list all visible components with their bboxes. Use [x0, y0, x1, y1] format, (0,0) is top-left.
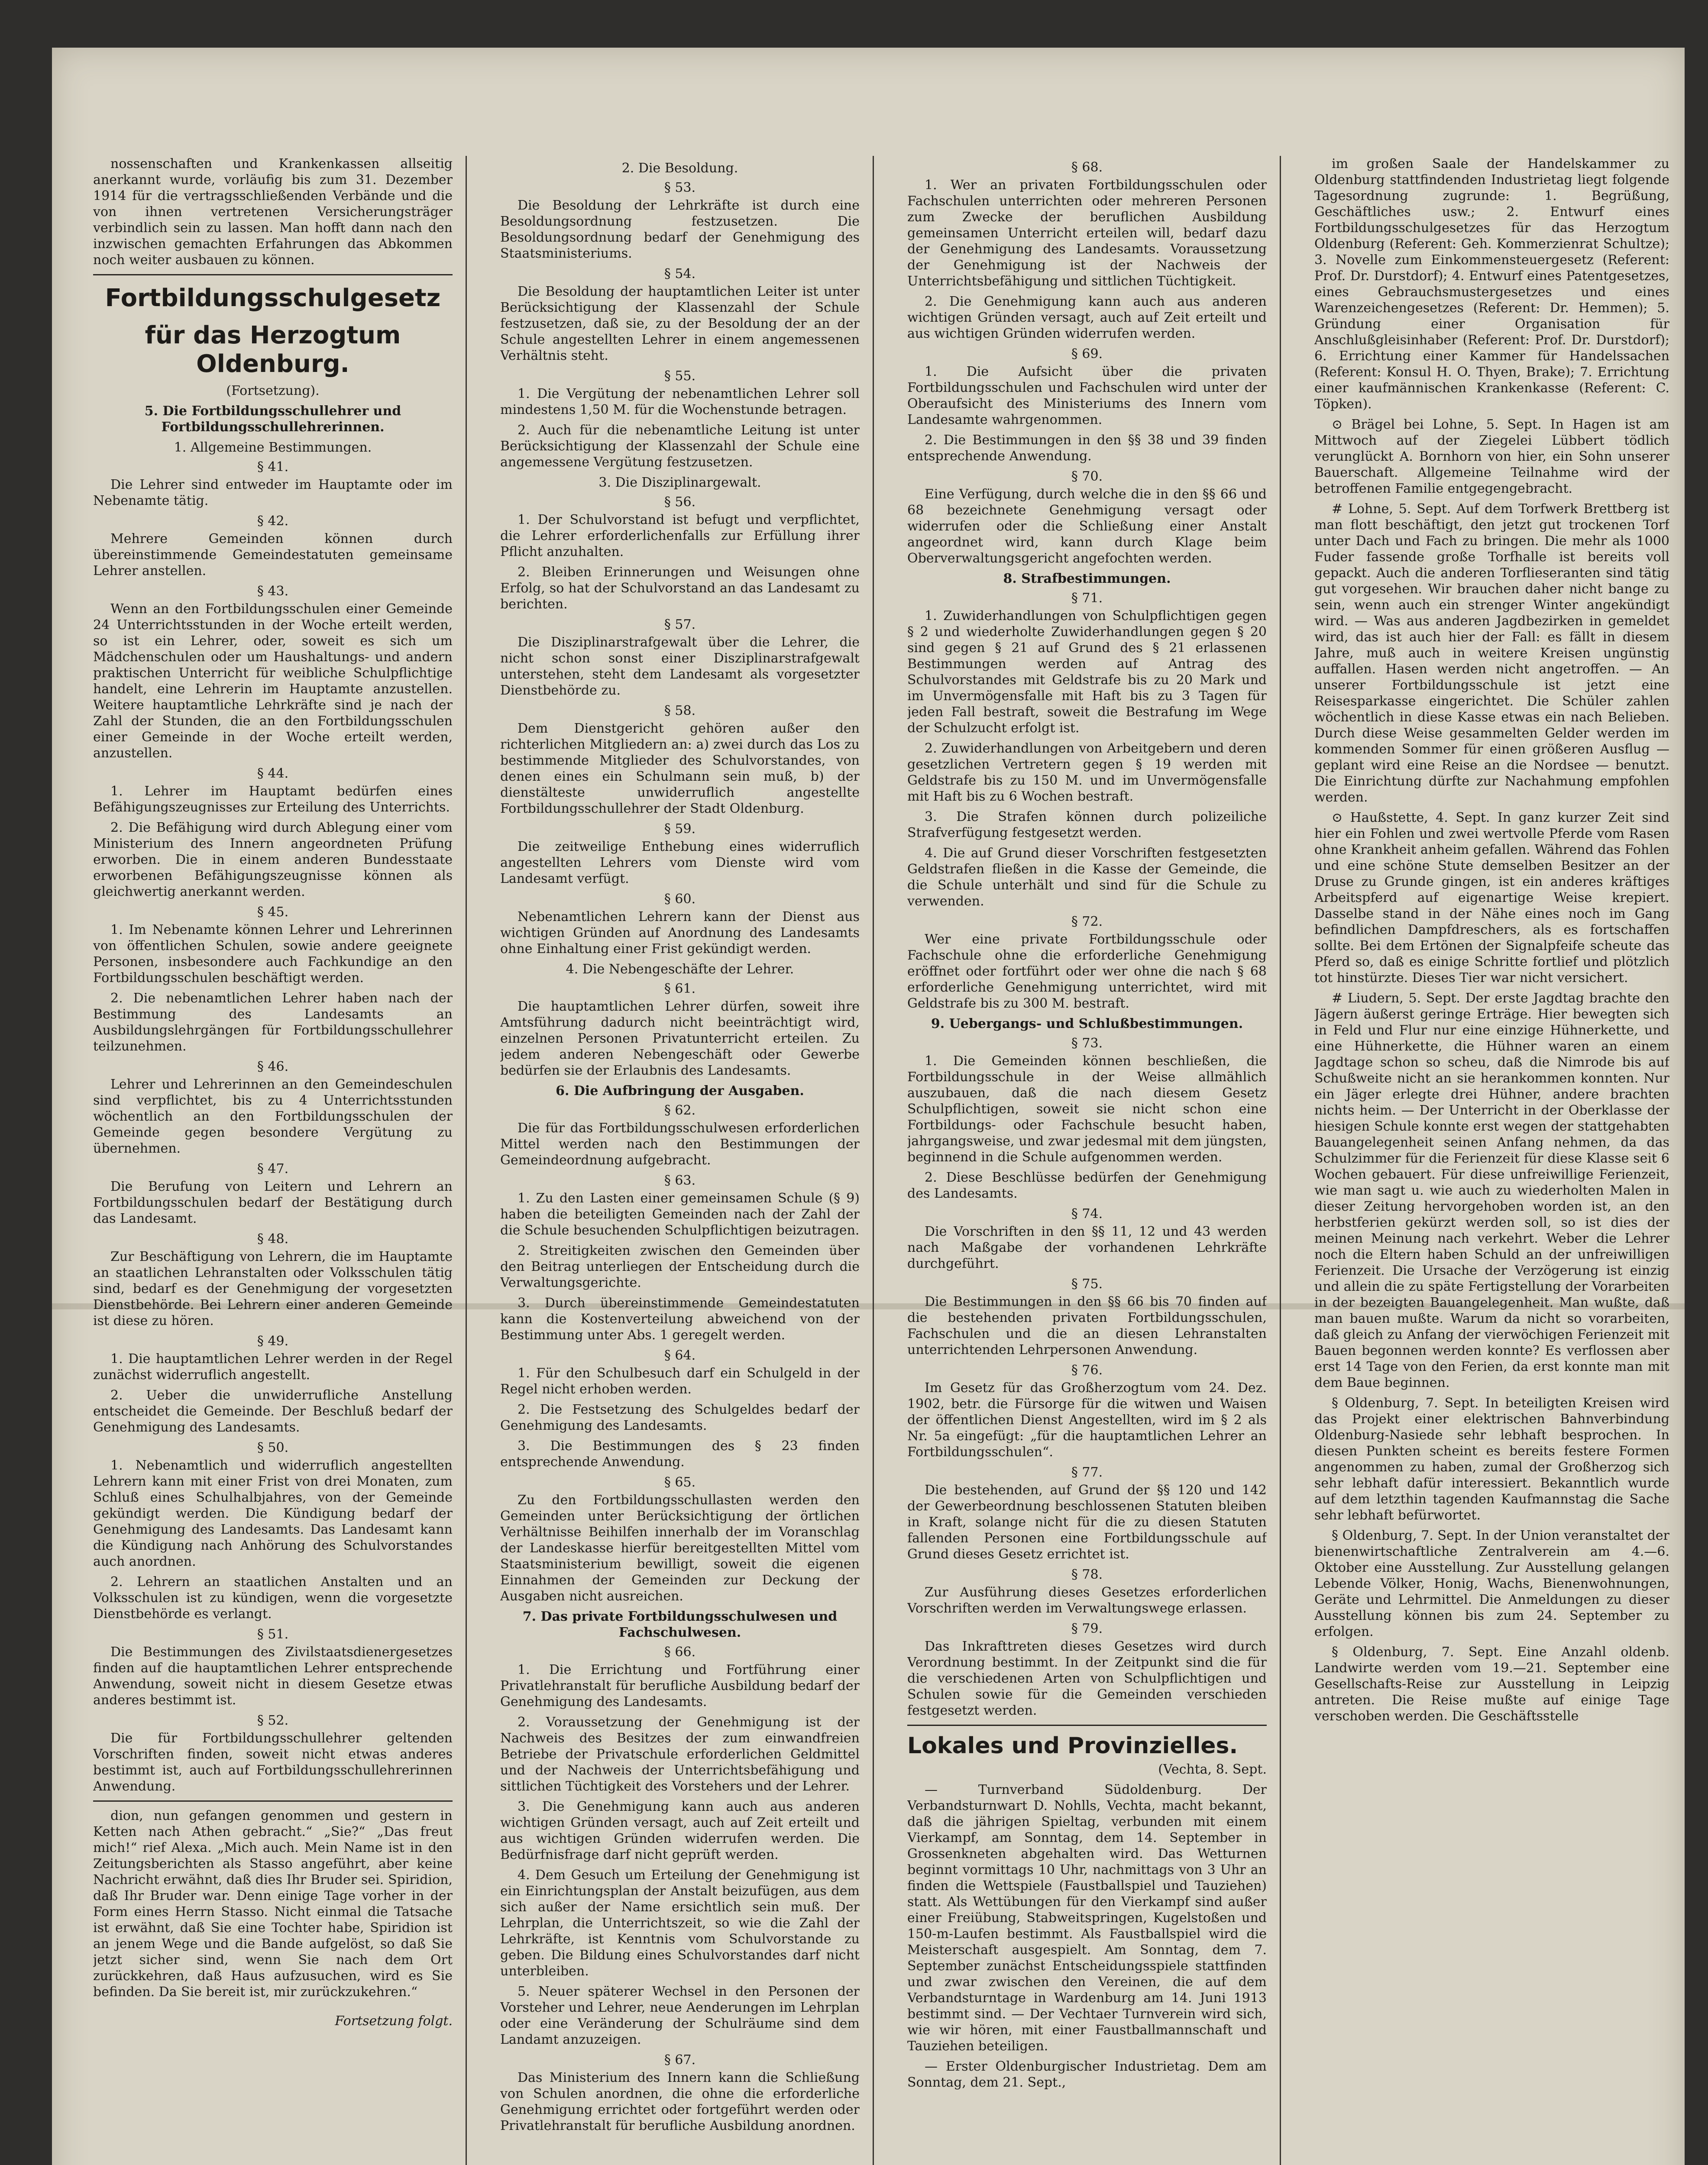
paragraph-text: Eine Verfügung, durch welche die in den §§ 66 und 68 bezeichnete Genehmigung versagt oder widerrufen oder die Schließung einer Anstalt angeordnet wird, kann durch Klage beim Oberverwaltungsgericht angefochten werden. [907, 487, 1267, 566]
paragraph-number: § 65. [664, 1475, 696, 1490]
paragraph-text: 2. Die Festsetzung des Schulgeldes bedarf der Genehmigung des Landesamts. [500, 1402, 860, 1433]
paragraph-text: 2. Streitigkeiten zwischen den Gemeinden über den Beitrag unterliegen der Entscheidung durch die Verwaltungsgerichte. [500, 1243, 860, 1290]
news-item: § Oldenburg, 7. Sept. In der Union veranstaltet der bienenwirtschaftliche Zentralverein am 4.—6. Oktober eine Ausstellung. Zur Ausstellung gelangen Lebende Völker, Honig, Wachs, Bienenwohnungen, Geräte und Lehrmittel. Die Anmeldungen zu dieser Ausstellung können bis zum 24. September zu erfolgen. [1314, 1528, 1669, 1639]
paragraph-number: § 56. [664, 494, 696, 510]
paragraph-number: § 68. [1071, 160, 1103, 175]
paragraph-number: § 53. [664, 180, 696, 195]
news-item: # Liudern, 5. Sept. Der erste Jagdtag brachte den Jägern äußerst geringe Erträge. Hier bewegten sich in Feld und Flur nur eine einzige Hühnerkette, und eine Hühnerkette, die Hühner waren an einem Jagdtage schon so scheu, daß die Nimrode bis auf Schußweite nicht an sie herankommen konnten. Nur ein Jäger erlegte drei Hühner, andere brachten nichts heim. — Der Unterricht in der Oberklasse der hiesigen Schule konnte erst wegen der stattgehabten Bauangelegenheit seinen Anfang nehmen, da das Schulzimmer für die Ferienzeit für diese Klasse seit 6 Wochen gebauert. Für diese unfreiwillige Ferienzeit, wie man sagt u. wie auch zu wiederholten Malen in dieser Zeitung hervorgehoben worden ist, an den herbstferien gekürzt werden soll, so ist dies der meinen Meinung nach verkehrt. Weber die Lehrer noch die Eltern haben Schuld an der unfreiwilligen Ferienzeit. Die Ursache der Verzögerung ist einzig und allein die zu späte Fertigstellung der Vorarbeiten in der bezeigten Bauangelegenheit. Man wußte, daß man bauen mußte. Warum da nicht so vorarbeiten, daß gleich zu Anfang der vierwöchigen Ferienzeit mit Bauen begonnen werden konnte? Es verflossen aber erst 14 Tage von den Ferien, da erst konnte man mit dem Baue beginnen. [1314, 991, 1669, 1390]
section-heading: 8. Strafbestimmungen. [1003, 571, 1171, 586]
paragraph-number: § 72. [1071, 914, 1103, 929]
paragraph-number: § 50. [257, 1440, 289, 1455]
paragraph-number: § 62. [664, 1103, 696, 1118]
column-rule [1280, 156, 1281, 2165]
paragraph-number: § 66. [664, 1645, 696, 1660]
paragraph-text: Mehrere Gemeinden können durch übereinstimmende Gemeindestatuten gemeinsame Lehrer anstellen. [93, 531, 453, 578]
paragraph-number: § 59. [664, 821, 696, 837]
subsection-heading: 2. Die Besoldung. [621, 161, 738, 176]
separator [93, 274, 453, 275]
paragraph-text: 1. Für den Schulbesuch darf ein Schulgeld in der Regel nicht erhoben werden. [500, 1366, 860, 1397]
paragraph-text: 3. Die Strafen können durch polizeiliche Strafverfügung festgesetzt werden. [907, 809, 1267, 840]
continued-note: Fortsetzung folgt. [335, 2013, 453, 2029]
subsection-heading: 1. Allgemeine Bestimmungen. [174, 440, 372, 455]
paragraph-number: § 43. [257, 584, 289, 599]
paragraph-text: Zu den Fortbildungsschullasten werden den Gemeinden unter Berücksichtigung der örtlichen Verhältnisse Beihilfen innerhalb der im Voranschlag der Landeskasse hierfür bereitgestellten Mittel vom Staatsministerium bewilligt, soweit die eigenen Einnahmen der Gemeinden zur Deckung der Ausgaben nicht ausreichen. [500, 1493, 860, 1604]
section-heading: 6. Die Aufbringung der Ausgaben. [556, 1083, 804, 1099]
paragraph-text: 2. Zuwiderhandlungen von Arbeitgebern und deren gesetzlichen Vertretern gegen § 19 werden mit Geldstrafe bis zu 150 M. und im Unvermögensfalle mit Haft bis zu 6 Wochen bestraft. [907, 741, 1267, 804]
subsection-heading: 4. Die Nebengeschäfte der Lehrer. [566, 962, 794, 977]
paragraph-text: 2. Die nebenamtlichen Lehrer haben nach der Bestimmung des Landesamts an Ausbildungslehrgängen für Fortbildungsschullehrer teilzunehmen. [93, 991, 453, 1054]
column-4 [1314, 156, 1669, 2165]
paragraph-text: Im Gesetz für das Großherzogtum vom 24. Dez. 1902, betr. die Fürsorge für die witwen und Waisen der öffentlichen Dienst Angestellten, wird im § 2 als Nr. 5a eingefügt: „für die hauptamtlichen Lehrer an Fortbildungsschulen“. [907, 1380, 1267, 1460]
paragraph-text: 2. Diese Beschlüsse bedürfen der Genehmigung des Landesamts. [907, 1170, 1267, 1201]
paragraph-text: 1. Die Errichtung und Fortführung einer Privatlehranstalt für berufliche Ausbildung bedarf der Genehmigung des Landesamts. [500, 1662, 860, 1709]
paragraph-text: 1. Die hauptamtlichen Lehrer werden in der Regel zunächst widerruflich angestellt. [93, 1351, 453, 1383]
law-title: Fortbildungsschulgesetz [105, 284, 441, 312]
newspaper-page [52, 48, 1685, 2165]
paragraph-number: § 49. [257, 1334, 289, 1349]
paragraph-text: Die hauptamtlichen Lehrer dürfen, soweit ihre Amtsführung dadurch nicht beeinträchtigt wird, einzelnen Personen Privatunterricht erteilen. Zu jedem anderen Nebengeschäft oder Gewerbe bedürfen sie der Erlaubnis des Landesamts. [500, 999, 860, 1078]
continuation-note: (Fortsetzung). [226, 383, 320, 398]
column-1 [93, 156, 453, 2165]
news-item: ⊙ Haußstette, 4. Sept. In ganz kurzer Zeit sind hier ein Fohlen und zwei wertvolle Pferde vom Rasen ohne Krankheit anheim gefallen. Während das Fohlen und eine schöne Stute demselben Besitzer an der Druse zu Grunde gingen, ist ein anderes kräftiges Arbeitspferd auf eigenartige Weise krepiert. Dasselbe stand in der Nähe eines noch im Gang befindlichen Dampfdreschers, als es fortschaffen sollte. Bei dem Ertönen der Signalpfeife scheute das Pferd so, daß es einige Schritte fortlief und plötzlich tot hinstürzte. Dieses Tier war nicht versichert. [1314, 810, 1669, 986]
news-item: # Lohne, 5. Sept. Auf dem Torfwerk Brettberg ist man flott beschäftigt, den jetzt gut trockenen Torf unter Dach und Fach zu bringen. Die mehr als 1000 Fuder fassende große Torfhalle ist bereits voll gepackt. Auch die anderen Torflieseranten sind tätig gut vorgesehen. Wir brauchen daher nicht bange zu sein, wenn auch ein strenger Winter angekündigt wird. — Was aus anderen Jagdbezirken in gemeldet wird, das ist auch hier der Fall: es fällt in diesem Jahre, muß auch in weitere Kreisen ungünstig auffallen. Hasen werden nicht angetroffen. — An unserer Fortbildungsschule ist jetzt eine Reisesparkasse eingerichtet. Die Schüler zahlen wöchentlich in diese Kasse etwas ein nach Belieben. Durch diese Weise gesammelten Gelder werden im kommenden Sommer für einen größeren Ausflug — geplant wird eine Reise an die Nordsee — benutzt. Die Einrichtung dürfte zur Nachahmung empfohlen werden. [1314, 501, 1669, 805]
paragraph-number: § 70. [1071, 469, 1103, 484]
paragraph-number: § 73. [1071, 1036, 1103, 1051]
paragraph-number: § 61. [664, 981, 696, 996]
paragraph-text: Nebenamtlichen Lehrern kann der Dienst aus wichtigen Gründen auf Anordnung des Landesamts ohne Einhaltung einer Frist gekündigt werden. [500, 909, 860, 956]
paragraph-text: Die Berufung von Leitern und Lehrern an Fortbildungsschulen bedarf der Bestätigung durch das Landesamt. [93, 1179, 453, 1226]
paragraph-number: § 71. [1071, 591, 1103, 606]
paragraph-text: Die für Fortbildungsschullehrer geltenden Vorschriften finden, soweit nicht etwas anderes bestimmt ist, auch auf Fortbildungsschullehrerinnen Anwendung. [93, 1731, 453, 1794]
paragraph-text: Das Inkrafttreten dieses Gesetzes wird durch Verordnung bestimmt. In der Zeitpunkt sind die für die verschiedenen Arten von Schulpflichtigen und Schulen sowie für die Gemeinden verschieden festgesetzt werden. [907, 1639, 1267, 1718]
article-continuation: nossenschaften und Krankenkassen allseitig anerkannt wurde, vorläufig bis zum 31. Dezember 1914 für die vertragsschließenden Verbände und die von ihnen vertretenen Versicherungsträger verbindlich sein zu lassen. Man hofft dann nach den inzwischen gemachten Erfahrungen das Abkommen noch weiter ausbauen zu können. [93, 156, 453, 268]
column-2 [500, 156, 860, 2165]
paragraph-number: § 76. [1071, 1363, 1103, 1378]
news-item: — Erster Oldenburgischer Industrietag. Dem am Sonntag, dem 21. Sept., [907, 2059, 1267, 2090]
paragraph-number: § 69. [1071, 346, 1103, 362]
paragraph-number: § 47. [257, 1161, 289, 1176]
paragraph-text: Die Disziplinarstrafgewalt über die Lehrer, die nicht schon sonst einer Disziplinarstrafgewalt unterstehen, steht dem Landesamt als vorgesetzter Dienstbehörde zu. [500, 635, 860, 698]
paragraph-text: 2. Voraussetzung der Genehmigung ist der Nachweis des Besitzes der zum einwandfreien Betriebe der Privatschule erforderlichen Geldmittel und der Nachweis der Unterrichtsbefähigung und sittlichen Tüchtigkeit des Vorstehers und der Lehrer. [500, 1715, 860, 1794]
law-subtitle: für das Herzogtum Oldenburg. [145, 321, 401, 378]
paragraph-text: 2. Die Genehmigung kann auch aus anderen wichtigen Gründen versagt, auch auf Zeit erteilt und aus wichtigen Gründen widerrufen werden. [907, 294, 1267, 341]
paragraph-number: § 44. [257, 766, 289, 781]
separator [907, 1725, 1267, 1726]
paragraph-text: 1. Die Vergütung der nebenamtlichen Lehrer soll mindestens 1,50 M. für die Wochenstunde betragen. [500, 386, 860, 417]
subsection-heading: 3. Die Disziplinargewalt. [598, 475, 761, 490]
paragraph-text: Die Lehrer sind entweder im Hauptamte oder im Nebenamte tätig. [93, 477, 453, 508]
paragraph-number: § 75. [1071, 1276, 1103, 1292]
paragraph-text: Die Bestimmungen des Zivilstaatsdienergesetzes finden auf die hauptamtlichen Lehrer entsprechende Anwendung, soweit nicht in diesem Gesetze etwas anderes bestimmt ist. [93, 1645, 453, 1708]
paragraph-number: § 42. [257, 514, 289, 529]
paragraph-text: 3. Die Genehmigung kann auch aus anderen wichtigen Gründen versagt, auch auf Zeit erteilt und aus wichtigen Gründen widerrufen werden. Die Bedürfnisfrage darf nicht geprüft werden. [500, 1799, 860, 1862]
paragraph-number: § 74. [1071, 1206, 1103, 1221]
paragraph-number: § 51. [257, 1627, 289, 1642]
paragraph-text: Wenn an den Fortbildungsschulen einer Gemeinde 24 Unterrichtsstunden in der Woche erteilt werden, so ist ein Lehrer, oder, soweit es sich um Mädchenschulen oder um Haushaltungs- und andern praktischen Unterricht für weibliche Schulpflichtige handelt, eine Lehrerin im Hauptamte anzustellen. Weitere hauptamtliche Lehrkräfte sind je nach der Zahl der Stunden, die an den Fortbildungsschulen einer Gemeinde in der Woche erteilt werden, anzustellen. [93, 601, 453, 761]
news-item: § Oldenburg, 7. Sept. In beteiligten Kreisen wird das Projekt einer elektrischen Bahnverbindung Oldenburg-Nasiede sehr lebhaft besprochen. In diesen Punkten scheint es bereits festere Formen angenommen zu haben, zumal der Großherzog sich sehr lebhaft dafür interessiert. Bekanntlich wurde auf dem letzthin tagenden Kaufmannstag die Sache sehr lebhaft befürwortet. [1314, 1396, 1669, 1523]
paragraph-text: 1. Der Schulvorstand ist befugt und verpflichtet, die Lehrer erforderlichenfalls zur Erfüllung ihrer Pflicht anzuhalten. [500, 512, 860, 559]
paragraph-text: Lehrer und Lehrerinnen an den Gemeindeschulen sind verpflichtet, bis zu 4 Unterrichtsstunden wöchentlich an den Fortbildungsschulen der Gemeinde gegen besondere Vergütung zu übernehmen. [93, 1077, 453, 1156]
paragraph-text: 3. Die Bestimmungen des § 23 finden entsprechende Anwendung. [500, 1438, 860, 1470]
paragraph-number: § 46. [257, 1059, 289, 1074]
paragraph-text: Zur Beschäftigung von Lehrern, die im Hauptamte an staatlichen Lehranstalten oder Volksschulen tätig sind, bedarf es der Genehmigung der vorgesetzten Dienstbehörde. Bei Lehrern einer anderen Gemeinde ist diese zu hören. [93, 1249, 453, 1328]
paragraph-text: Die Besoldung der Lehrkräfte ist durch eine Besoldungsordnung festzusetzen. Die Besoldungsordnung bedarf der Genehmigung des Staatsministeriums. [500, 198, 860, 261]
paragraph-text: 1. Im Nebenamte können Lehrer und Lehrerinnen von öffentlichen Schulen, sowie andere geeignete Personen, insbesondere auch Fachkundige an den Fortbildungsschulen beschäftigt werden. [93, 922, 453, 986]
paragraph-number: § 67. [664, 2052, 696, 2068]
paragraph-text: 1. Zuwiderhandlungen von Schulpflichtigen gegen § 2 und wiederholte Zuwiderhandlungen gegen § 20 sind gegen § 21 auf Grund des § 21 erlassenen Bestimmungen werden auf Antrag des Schulvorstandes mit Geldstrafe bis zu 20 Mark und im Unvermögensfalle mit Haft bis zu 3 Tagen für jeden Fall bestraft, soweit die Bestrafung im Wege der Schulzucht erfolgt ist. [907, 608, 1267, 736]
paragraph-number: § 60. [664, 892, 696, 907]
paragraph-text: 2. Bleiben Erinnerungen und Weisungen ohne Erfolg, so hat der Schulvorstand an das Landesamt zu berichten. [500, 565, 860, 612]
paragraph-text: 1. Wer an privaten Fortbildungsschulen oder Fachschulen unterrichten oder mehreren Personen zum Zwecke der beruflichen Ausbildung gemeinsamen Unterricht erteilen will, bedarf dazu der Genehmigung des Landesamts. Voraussetzung der Genehmigung ist der Nachweis der Unterrichtsbefähigung und sittlichen Tüchtigkeit. [907, 178, 1267, 289]
paragraph-number: § 63. [664, 1173, 696, 1188]
paragraph-text: 2. Auch für die nebenamtliche Leitung ist unter Berücksichtigung der Klassenzahl der Schule eine angemessene Vergütung festzusetzen. [500, 423, 860, 470]
paragraph-number: § 78. [1071, 1567, 1103, 1582]
paragraph-number: § 57. [664, 617, 696, 632]
paragraph-text: 4. Die auf Grund dieser Vorschriften festgesetzten Geldstrafen fließen in die Kasse der Gemeinde, die die Schule unterhält und sind für die Schule zu verwenden. [907, 846, 1267, 909]
section-heading: 5. Die Fortbildungsschullehrer und Fortbildungsschullehrerinnen. [144, 404, 401, 435]
paragraph-text: 5. Neuer späterer Wechsel in den Personen der Vorsteher und Lehrer, neue Aenderungen im Lehrplan oder eine Veränderung der Schulräume sind dem Landamt anzuzeigen. [500, 1984, 860, 2047]
paragraph-number: § 55. [664, 368, 696, 384]
news-item: ⊙ Brägel bei Lohne, 5. Sept. In Hagen ist am Mittwoch auf der Ziegelei Lübbert tödlich verunglückt A. Bornhorn von hier, ein Sohn unserer Bauerschaft. Allgemeine Teilnahme wird der betroffenen Familie entgegengebracht. [1314, 417, 1669, 496]
dateline: (Vechta, 8. Sept. [1158, 1762, 1267, 1777]
paragraph-text: 1. Zu den Lasten einer gemeinsamen Schule (§ 9) haben die beteiligten Gemeinden nach der Zahl der die Schule besuchenden Schulpflichtigen beizutragen. [500, 1191, 860, 1238]
section-heading: 9. Uebergangs- und Schlußbestimmungen. [931, 1016, 1243, 1031]
serial-story-text: dion, nun gefangen genommen und gestern in Ketten nach Athen gebracht.“ „Sie?“ „Das freut mich!“ rief Alexa. „Mich auch. Mein Name ist in den Zeitungsberichten als Stasso angeführt, aber keine Nachricht erwähnt, daß dies Ihr Bruder sei. Spiridion, daß Ihr Bruder war. Denn einige Tage vorher in der Form eines Herrn Stasso. Nicht einmal die Tatsache ist erwähnt, daß Sie eine Tochter habe, Spiridion ist an jenem Wege und die Bande aufgelöst, so daß Sie jetzt sicher sind, wenn Sie nach dem Ort zurückkehren, daß Haus aufzusuchen, wird es Sie befinden. Da Sie bereit ist, mir zurückzukehren.“ [93, 1808, 453, 2000]
paragraph-text: 2. Lehrern an staatlichen Anstalten und an Volksschulen ist zu kündigen, wenn die vorgesetzte Dienstbehörde es verlangt. [93, 1574, 453, 1622]
paragraph-text: Die Vorschriften in den §§ 11, 12 und 43 werden nach Maßgabe der vorhandenen Lehrkräfte durchgeführt. [907, 1224, 1267, 1271]
paragraph-number: § 54. [664, 266, 696, 281]
section-heading: 7. Das private Fortbildungsschulwesen und Fachschulwesen. [522, 1609, 838, 1640]
paragraph-text: Wer eine private Fortbildungsschule oder Fachschule ohne die erforderliche Genehmigung eröffnet oder fortführt oder wer ohne die nach § 68 erforderliche Genehmigung unterrichtet, wird mit Geldstrafe bis zu 300 M. bestraft. [907, 932, 1267, 1011]
column-rule [466, 156, 467, 2165]
paragraph-text: 1. Nebenamtlich und widerruflich angestellten Lehrern kann mit einer Frist von drei Monaten, zum Schluß eines Schulhalbjahres, von der Gemeinde gekündigt werden. Die Kündigung bedarf der Genehmigung des Landesamts. Das Landesamt kann die Kündigung nach Anhörung des Schulvorstandes auch anordnen. [93, 1458, 453, 1569]
column-3 [907, 156, 1267, 2165]
news-item: im großen Saale der Handelskammer zu Oldenburg stattfindenden Industrietag liegt folgende Tagesordnung zugrunde: 1. Begrüßung, Geschäftliches usw.; 2. Entwurf eines Fortbildungsschulgesetzes für das Herzogtum Oldenburg (Referent: Geh. Kommerzienrat Schultze); 3. Novelle zum Einkommensteuergesetz (Referent: Prof. Dr. Durstdorf); 4. Entwurf eines Patentgesetzes, eines Gebrauchsmustergesetzes und eines Warenzeichengesetzes (Referent: Dr. Hemmen); 5. Gründung einer Organisation für Anschlußgleisinhaber (Referent: Prof. Dr. Durstdorf); 6. Errichtung einer Kammer für Handelssachen (Referent: Konsul H. O. Thyen, Brake); 7. Errichtung einer kaufmännischen Krankenkasse (Referent: C. Töpken). [1314, 156, 1669, 412]
paragraph-text: Zur Ausführung dieses Gesetzes erforderlichen Vorschriften werden im Verwaltungswege erlassen. [907, 1585, 1267, 1616]
paragraph-number: § 41. [257, 459, 289, 475]
paragraph-number: § 45. [257, 905, 289, 920]
paragraph-text: Die zeitweilige Enthebung eines widerruflich angestellten Lehrers vom Dienste wird vom Landesamt verfügt. [500, 839, 860, 886]
column-rule [873, 156, 874, 2165]
paragraph-text: 2. Die Befähigung wird durch Ablegung einer vom Ministerium des Innern angeordneten Prüfung erworben. Die in einem anderen Bundesstaate erworbenen Befähigungszeugnisse können als gleichwertig anerkannt werden. [93, 820, 453, 899]
paragraph-number: § 79. [1071, 1621, 1103, 1636]
paragraph-text: 3. Durch übereinstimmende Gemeindestatuten kann die Kostenverteilung abweichend von der Bestimmung unter Abs. 1 geregelt werden. [500, 1296, 860, 1343]
paragraph-text: Die bestehenden, auf Grund der §§ 120 und 142 der Gewerbeordnung beschlossenen Statuten bleiben in Kraft, solange nicht für die zu diesen Statuten fallenden Personen eine Fortbildungsschule auf Grund dieses Gesetz errichtet ist. [907, 1483, 1267, 1562]
news-item: § Oldenburg, 7. Sept. Eine Anzahl oldenb. Landwirte werden vom 19.—21. September eine Gesellschafts-Reise zur Ausstellung in Leipzig antreten. Die Reise mußte auf einige Tage verschoben werden. Die Geschäftsstelle [1314, 1645, 1669, 1724]
paragraph-text: Die Bestimmungen in den §§ 66 bis 70 finden auf die bestehenden privaten Fortbildungsschulen, Fachschulen und die an diesen Lehranstalten unterrichtenden Lehrpersonen Anwendung. [907, 1294, 1267, 1357]
paragraph-text: Die Besoldung der hauptamtlichen Leiter ist unter Berücksichtigung der Klassenzahl der Schule festzusetzen, daß sie, zu der Besoldung der an der Schule angestellten Lehrer in einem angemessenen Verhältnis steht. [500, 284, 860, 363]
paragraph-text: 2. Ueber die unwiderrufliche Anstellung entscheidet die Gemeinde. Der Beschluß bedarf der Genehmigung des Landesamts. [93, 1388, 453, 1435]
paragraph-number: § 77. [1071, 1465, 1103, 1480]
paragraph-text: 1. Die Gemeinden können beschließen, die Fortbildungsschule in der Weise allmählich auszubauen, daß die nach diesem Gesetz Schulpflichtigen, soweit sie nicht schon eine Fortbildungs- oder Fachschule besucht haben, jahrgangsweise, und zwar jedesmal mit dem jüngsten, beginnend in die Schule aufgenommen werden. [907, 1053, 1267, 1165]
local-news-title: Lokales und Provinzielles. [907, 1733, 1238, 1759]
paragraph-number: § 52. [257, 1713, 289, 1728]
paragraph-number: § 48. [257, 1231, 289, 1247]
paragraph-text: 2. Die Bestimmungen in den §§ 38 und 39 finden entsprechende Anwendung. [907, 433, 1267, 464]
paragraph-number: § 58. [664, 703, 696, 718]
separator [93, 1800, 453, 1802]
paragraph-text: 1. Die Aufsicht über die privaten Fortbildungsschulen und Fachschulen wird unter der Oberaufsicht des Ministeriums des Innern vom Landesamte wahrgenommen. [907, 364, 1267, 427]
paragraph-text: Dem Dienstgericht gehören außer den richterlichen Mitgliedern an: a) zwei durch das Los zu bestimmende Mitglieder des Schulvorstandes, von denen eines ein Schulmann sein muß, b) der dienstälteste unwiderruflich angestellte Fortbildungsschullehrer der Stadt Oldenburg. [500, 721, 860, 816]
news-item: — Turnverband Südoldenburg. Der Verbandsturnwart D. Nohlls, Vechta, macht bekannt, daß die jährigen Spieltag, verbunden mit einem Vierkampf, am Sonntag, dem 14. September in Grossenkneten abgehalten wird. Das Wetturnen beginnt vormittags 10 Uhr, nachmittags von 3 Uhr an finden die Wettspiele (Faustballspiel und Tauziehen) statt. Als Wettübungen für den Vierkampf sind außer einer Freiübung, Stabweitspringen, Kugelstoßen und 150-m-Laufen bestimmt. Als Faustballspiel wird die Meisterschaft ausgespielt. Am Sonntag, dem 7. September zunächst Entscheidungsspiele stattfinden und zwar zwischen den Vereinen, die auf dem Verbandsturntage in Wardenburg am 14. Juni 1913 bestimmt sind. — Der Vechtaer Turnverein wird sich, wie wir hören, mit einer Faustballmannschaft und Tauziehen beteiligen. [907, 1782, 1267, 2054]
paragraph-text: Die für das Fortbildungsschulwesen erforderlichen Mittel werden nach den Bestimmungen der Gemeindeordnung aufgebracht. [500, 1121, 860, 1168]
paragraph-text: Das Ministerium des Innern kann die Schließung von Schulen anordnen, die ohne die erforderliche Genehmigung errichtet oder fortgeführt werden oder Privatlehranstalt für berufliche Ausbildung anordnen. [500, 2070, 860, 2133]
paragraph-text: 1. Lehrer im Hauptamt bedürfen eines Befähigungszeugnisses zur Erteilung des Unterrichts. [93, 784, 453, 815]
paragraph-text: 4. Dem Gesuch um Erteilung der Genehmigung ist ein Einrichtungsplan der Anstalt beizufügen, aus dem sich außer der Name ersichtlich sein muß. Der Lehrplan, die Unterrichtszeit, so wie die Zahl der Lehrkräfte, ist Kenntnis vom Schulvorstande zu geben. Die Bildung eines Schulvorstandes darf nicht unterbleiben. [500, 1868, 860, 1979]
paragraph-number: § 64. [664, 1348, 696, 1363]
